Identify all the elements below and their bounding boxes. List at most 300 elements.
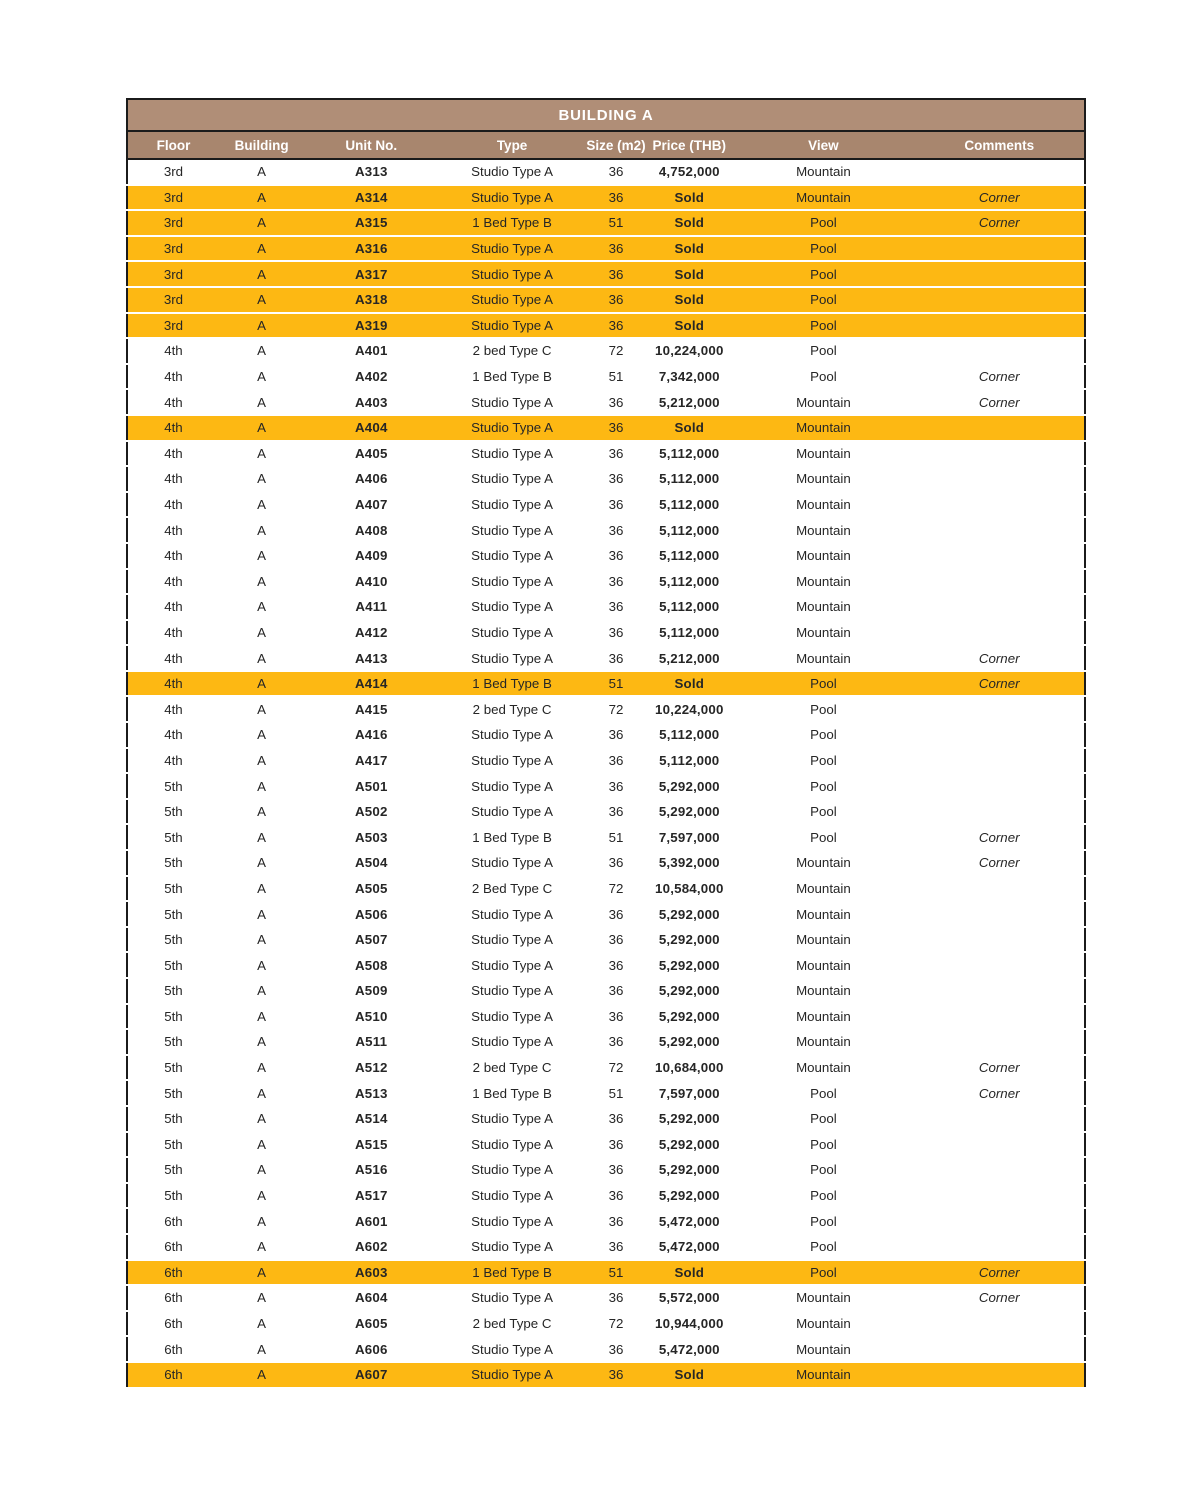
cell-floor: 5th: [127, 901, 219, 927]
cell-building: A: [219, 1311, 304, 1337]
cell-unit: A506: [304, 901, 438, 927]
cell-floor: 4th: [127, 696, 219, 722]
cell-floor: 5th: [127, 1106, 219, 1132]
cell-comments: Corner: [914, 389, 1085, 415]
table-row-A415: [127, 696, 1085, 722]
table-row-A316: [127, 236, 1085, 262]
cell-unit: A405: [304, 441, 438, 467]
cell-building: A: [219, 261, 304, 287]
cell-view: Mountain: [732, 1362, 914, 1388]
cell-unit: A410: [304, 569, 438, 595]
table-row-A504: [127, 850, 1085, 876]
table-row-A417: [127, 748, 1085, 774]
cell-size: 36: [586, 441, 646, 467]
cell-price: 5,112,000: [646, 722, 732, 748]
cell-view: Pool: [732, 1132, 914, 1158]
cell-price: Sold: [646, 261, 732, 287]
cell-floor: 6th: [127, 1311, 219, 1337]
cell-building: A: [219, 1004, 304, 1030]
cell-floor: 4th: [127, 441, 219, 467]
cell-comments: [914, 415, 1085, 441]
cell-unit: A508: [304, 952, 438, 978]
cell-building: A: [219, 287, 304, 313]
cell-comments: [914, 1208, 1085, 1234]
cell-type: Studio Type A: [438, 1106, 586, 1132]
cell-building: A: [219, 1362, 304, 1388]
cell-view: Pool: [732, 1234, 914, 1260]
cell-building: A: [219, 1234, 304, 1260]
cell-type: Studio Type A: [438, 569, 586, 595]
cell-unit: A514: [304, 1106, 438, 1132]
table-row-A403: [127, 389, 1085, 415]
cell-price: Sold: [646, 236, 732, 262]
cell-type: Studio Type A: [438, 492, 586, 518]
cell-size: 36: [586, 415, 646, 441]
column-header-unit: Unit No.: [304, 131, 438, 159]
cell-building: A: [219, 1208, 304, 1234]
cell-building: A: [219, 1029, 304, 1055]
cell-comments: Corner: [914, 1080, 1085, 1106]
table-row-A505: [127, 876, 1085, 902]
cell-view: Pool: [732, 261, 914, 287]
cell-building: A: [219, 313, 304, 339]
cell-floor: 4th: [127, 338, 219, 364]
cell-building: A: [219, 850, 304, 876]
cell-floor: 4th: [127, 569, 219, 595]
cell-type: Studio Type A: [438, 159, 586, 185]
cell-size: 36: [586, 261, 646, 287]
cell-floor: 3rd: [127, 210, 219, 236]
cell-view: Pool: [732, 671, 914, 697]
cell-unit: A412: [304, 620, 438, 646]
cell-view: Mountain: [732, 466, 914, 492]
cell-view: Pool: [732, 773, 914, 799]
cell-price: 7,597,000: [646, 1080, 732, 1106]
cell-building: A: [219, 773, 304, 799]
cell-price: 10,584,000: [646, 876, 732, 902]
cell-floor: 4th: [127, 466, 219, 492]
table-row-A602: [127, 1234, 1085, 1260]
cell-size: 36: [586, 185, 646, 211]
cell-floor: 5th: [127, 799, 219, 825]
cell-floor: 5th: [127, 850, 219, 876]
cell-price: 4,752,000: [646, 159, 732, 185]
cell-unit: A314: [304, 185, 438, 211]
cell-unit: A507: [304, 927, 438, 953]
cell-type: 1 Bed Type B: [438, 1080, 586, 1106]
cell-size: 36: [586, 1132, 646, 1158]
cell-building: A: [219, 185, 304, 211]
cell-type: 1 Bed Type B: [438, 210, 586, 236]
cell-view: Pool: [732, 1260, 914, 1286]
cell-size: 36: [586, 773, 646, 799]
building-a-price-table: [126, 98, 1086, 1389]
cell-size: 36: [586, 1208, 646, 1234]
cell-view: Mountain: [732, 850, 914, 876]
cell-price: 5,212,000: [646, 645, 732, 671]
cell-type: 1 Bed Type B: [438, 1260, 586, 1286]
cell-building: A: [219, 696, 304, 722]
cell-size: 51: [586, 1080, 646, 1106]
cell-building: A: [219, 978, 304, 1004]
cell-floor: 5th: [127, 773, 219, 799]
cell-size: 72: [586, 876, 646, 902]
cell-unit: A512: [304, 1055, 438, 1081]
cell-type: Studio Type A: [438, 748, 586, 774]
cell-unit: A510: [304, 1004, 438, 1030]
cell-floor: 5th: [127, 952, 219, 978]
table-row-A313: [127, 159, 1085, 185]
cell-view: Mountain: [732, 543, 914, 569]
cell-price: 5,292,000: [646, 927, 732, 953]
table-row-A514: [127, 1106, 1085, 1132]
cell-building: A: [219, 364, 304, 390]
cell-floor: 3rd: [127, 185, 219, 211]
cell-comments: Corner: [914, 1285, 1085, 1311]
cell-type: Studio Type A: [438, 620, 586, 646]
cell-view: Pool: [732, 799, 914, 825]
cell-price: Sold: [646, 210, 732, 236]
cell-comments: [914, 952, 1085, 978]
table-row-A511: [127, 1029, 1085, 1055]
cell-price: 5,292,000: [646, 773, 732, 799]
cell-floor: 3rd: [127, 261, 219, 287]
cell-price: 10,944,000: [646, 1311, 732, 1337]
cell-comments: [914, 492, 1085, 518]
table-row-A410: [127, 569, 1085, 595]
cell-building: A: [219, 645, 304, 671]
cell-size: 51: [586, 824, 646, 850]
cell-type: Studio Type A: [438, 1132, 586, 1158]
cell-building: A: [219, 799, 304, 825]
table-row-A508: [127, 952, 1085, 978]
cell-building: A: [219, 1183, 304, 1209]
cell-floor: 5th: [127, 824, 219, 850]
cell-floor: 5th: [127, 1029, 219, 1055]
cell-floor: 5th: [127, 1157, 219, 1183]
cell-building: A: [219, 441, 304, 467]
cell-comments: [914, 466, 1085, 492]
cell-unit: A407: [304, 492, 438, 518]
cell-type: 2 Bed Type C: [438, 876, 586, 902]
cell-type: Studio Type A: [438, 415, 586, 441]
cell-type: Studio Type A: [438, 952, 586, 978]
cell-building: A: [219, 466, 304, 492]
cell-price: 5,112,000: [646, 748, 732, 774]
cell-floor: 6th: [127, 1208, 219, 1234]
cell-size: 36: [586, 287, 646, 313]
cell-view: Mountain: [732, 978, 914, 1004]
cell-unit: A503: [304, 824, 438, 850]
cell-floor: 4th: [127, 364, 219, 390]
cell-unit: A603: [304, 1260, 438, 1286]
cell-comments: [914, 261, 1085, 287]
cell-view: Pool: [732, 748, 914, 774]
cell-unit: A504: [304, 850, 438, 876]
table-row-A507: [127, 927, 1085, 953]
table-row-A314: [127, 185, 1085, 211]
cell-size: 51: [586, 671, 646, 697]
cell-view: Mountain: [732, 645, 914, 671]
cell-comments: Corner: [914, 364, 1085, 390]
cell-comments: [914, 236, 1085, 262]
cell-size: 36: [586, 850, 646, 876]
cell-view: Mountain: [732, 1004, 914, 1030]
table-row-A319: [127, 313, 1085, 339]
cell-floor: 4th: [127, 594, 219, 620]
cell-view: Pool: [732, 824, 914, 850]
table-row-A406: [127, 466, 1085, 492]
cell-price: 5,112,000: [646, 466, 732, 492]
table-row-A405: [127, 441, 1085, 467]
table-row-A503: [127, 824, 1085, 850]
cell-type: 2 bed Type C: [438, 338, 586, 364]
cell-comments: [914, 696, 1085, 722]
cell-unit: A409: [304, 543, 438, 569]
cell-view: Mountain: [732, 876, 914, 902]
cell-building: A: [219, 1260, 304, 1286]
cell-comments: [914, 338, 1085, 364]
cell-unit: A513: [304, 1080, 438, 1106]
cell-building: A: [219, 722, 304, 748]
cell-unit: A403: [304, 389, 438, 415]
cell-price: 10,684,000: [646, 1055, 732, 1081]
cell-type: Studio Type A: [438, 1208, 586, 1234]
cell-price: 5,292,000: [646, 1106, 732, 1132]
cell-comments: [914, 1157, 1085, 1183]
cell-type: Studio Type A: [438, 901, 586, 927]
cell-floor: 4th: [127, 543, 219, 569]
cell-comments: [914, 1311, 1085, 1337]
cell-comments: [914, 901, 1085, 927]
cell-building: A: [219, 338, 304, 364]
cell-view: Pool: [732, 1208, 914, 1234]
table-row-A402: [127, 364, 1085, 390]
cell-type: Studio Type A: [438, 543, 586, 569]
cell-floor: 4th: [127, 671, 219, 697]
cell-view: Mountain: [732, 415, 914, 441]
cell-size: 36: [586, 1336, 646, 1362]
cell-view: Mountain: [732, 389, 914, 415]
cell-type: Studio Type A: [438, 1285, 586, 1311]
table-row-A502: [127, 799, 1085, 825]
column-header-size: Size (m2): [586, 131, 646, 159]
cell-unit: A604: [304, 1285, 438, 1311]
cell-comments: [914, 287, 1085, 313]
cell-type: Studio Type A: [438, 1157, 586, 1183]
cell-size: 36: [586, 1183, 646, 1209]
cell-floor: 4th: [127, 645, 219, 671]
cell-price: 5,292,000: [646, 1004, 732, 1030]
cell-building: A: [219, 620, 304, 646]
cell-view: Mountain: [732, 517, 914, 543]
column-header-view: View: [732, 131, 914, 159]
cell-view: Pool: [732, 364, 914, 390]
cell-view: Mountain: [732, 1055, 914, 1081]
cell-unit: A319: [304, 313, 438, 339]
cell-price: 5,112,000: [646, 594, 732, 620]
cell-building: A: [219, 671, 304, 697]
cell-type: Studio Type A: [438, 1362, 586, 1388]
cell-price: 5,472,000: [646, 1336, 732, 1362]
cell-floor: 3rd: [127, 236, 219, 262]
cell-price: Sold: [646, 1362, 732, 1388]
cell-unit: A605: [304, 1311, 438, 1337]
cell-comments: [914, 159, 1085, 185]
cell-comments: Corner: [914, 185, 1085, 211]
cell-view: Pool: [732, 722, 914, 748]
cell-building: A: [219, 159, 304, 185]
cell-comments: [914, 927, 1085, 953]
cell-unit: A417: [304, 748, 438, 774]
cell-comments: [914, 1336, 1085, 1362]
cell-size: 36: [586, 620, 646, 646]
cell-unit: A404: [304, 415, 438, 441]
cell-price: 5,112,000: [646, 441, 732, 467]
cell-comments: [914, 773, 1085, 799]
cell-unit: A601: [304, 1208, 438, 1234]
cell-size: 72: [586, 696, 646, 722]
table-row-A606: [127, 1336, 1085, 1362]
table-row-A515: [127, 1132, 1085, 1158]
cell-comments: [914, 620, 1085, 646]
cell-view: Mountain: [732, 952, 914, 978]
price-list-table-container: [126, 98, 1086, 1389]
column-header-building: Building: [219, 131, 304, 159]
cell-type: 2 bed Type C: [438, 1055, 586, 1081]
cell-type: Studio Type A: [438, 645, 586, 671]
cell-building: A: [219, 492, 304, 518]
cell-type: Studio Type A: [438, 313, 586, 339]
cell-building: A: [219, 517, 304, 543]
cell-size: 36: [586, 389, 646, 415]
cell-type: Studio Type A: [438, 594, 586, 620]
table-row-A401: [127, 338, 1085, 364]
table-row-A601: [127, 1208, 1085, 1234]
cell-type: Studio Type A: [438, 441, 586, 467]
cell-price: Sold: [646, 415, 732, 441]
cell-floor: 5th: [127, 1183, 219, 1209]
cell-unit: A401: [304, 338, 438, 364]
cell-type: 1 Bed Type B: [438, 364, 586, 390]
cell-floor: 5th: [127, 927, 219, 953]
cell-floor: 5th: [127, 1132, 219, 1158]
cell-type: Studio Type A: [438, 261, 586, 287]
cell-unit: A411: [304, 594, 438, 620]
cell-type: Studio Type A: [438, 799, 586, 825]
cell-price: Sold: [646, 185, 732, 211]
cell-comments: [914, 594, 1085, 620]
table-row-A506: [127, 901, 1085, 927]
cell-building: A: [219, 1106, 304, 1132]
cell-type: Studio Type A: [438, 1004, 586, 1030]
cell-type: Studio Type A: [438, 927, 586, 953]
cell-size: 72: [586, 1311, 646, 1337]
cell-view: Pool: [732, 1157, 914, 1183]
column-header-floor: Floor: [127, 131, 219, 159]
cell-comments: [914, 1234, 1085, 1260]
table-head: [127, 99, 1085, 159]
cell-view: Pool: [732, 287, 914, 313]
cell-size: 36: [586, 645, 646, 671]
table-row-A412: [127, 620, 1085, 646]
cell-unit: A413: [304, 645, 438, 671]
cell-type: Studio Type A: [438, 1029, 586, 1055]
cell-price: 5,292,000: [646, 901, 732, 927]
cell-view: Mountain: [732, 159, 914, 185]
cell-building: A: [219, 927, 304, 953]
cell-size: 36: [586, 748, 646, 774]
cell-building: A: [219, 1285, 304, 1311]
title-row: [127, 99, 1085, 131]
cell-comments: [914, 543, 1085, 569]
cell-price: 10,224,000: [646, 338, 732, 364]
cell-view: Pool: [732, 1106, 914, 1132]
cell-floor: 5th: [127, 876, 219, 902]
cell-view: Pool: [732, 1183, 914, 1209]
cell-floor: 4th: [127, 748, 219, 774]
cell-view: Mountain: [732, 594, 914, 620]
cell-unit: A517: [304, 1183, 438, 1209]
cell-unit: A316: [304, 236, 438, 262]
cell-comments: Corner: [914, 1260, 1085, 1286]
cell-price: 5,472,000: [646, 1234, 732, 1260]
cell-type: Studio Type A: [438, 287, 586, 313]
table-row-A411: [127, 594, 1085, 620]
cell-building: A: [219, 389, 304, 415]
cell-comments: [914, 313, 1085, 339]
cell-price: 5,112,000: [646, 569, 732, 595]
table-row-A409: [127, 543, 1085, 569]
cell-comments: [914, 748, 1085, 774]
cell-comments: [914, 876, 1085, 902]
cell-price: Sold: [646, 1260, 732, 1286]
cell-type: Studio Type A: [438, 185, 586, 211]
cell-size: 36: [586, 517, 646, 543]
cell-comments: [914, 722, 1085, 748]
cell-building: A: [219, 1157, 304, 1183]
cell-comments: [914, 569, 1085, 595]
cell-price: 5,112,000: [646, 543, 732, 569]
cell-unit: A516: [304, 1157, 438, 1183]
cell-view: Pool: [732, 1080, 914, 1106]
cell-unit: A511: [304, 1029, 438, 1055]
cell-building: A: [219, 594, 304, 620]
cell-floor: 4th: [127, 620, 219, 646]
cell-size: 36: [586, 313, 646, 339]
cell-comments: [914, 517, 1085, 543]
cell-view: Pool: [732, 313, 914, 339]
cell-size: 36: [586, 159, 646, 185]
cell-floor: 4th: [127, 722, 219, 748]
cell-comments: [914, 1106, 1085, 1132]
cell-unit: A602: [304, 1234, 438, 1260]
table-row-A318: [127, 287, 1085, 313]
cell-type: Studio Type A: [438, 389, 586, 415]
cell-floor: 6th: [127, 1285, 219, 1311]
cell-comments: [914, 441, 1085, 467]
cell-size: 36: [586, 1234, 646, 1260]
cell-floor: 3rd: [127, 287, 219, 313]
cell-size: 36: [586, 543, 646, 569]
cell-unit: A313: [304, 159, 438, 185]
cell-price: 5,392,000: [646, 850, 732, 876]
cell-comments: [914, 978, 1085, 1004]
cell-view: Pool: [732, 236, 914, 262]
cell-size: 36: [586, 1029, 646, 1055]
table-row-A414: [127, 671, 1085, 697]
cell-type: Studio Type A: [438, 978, 586, 1004]
